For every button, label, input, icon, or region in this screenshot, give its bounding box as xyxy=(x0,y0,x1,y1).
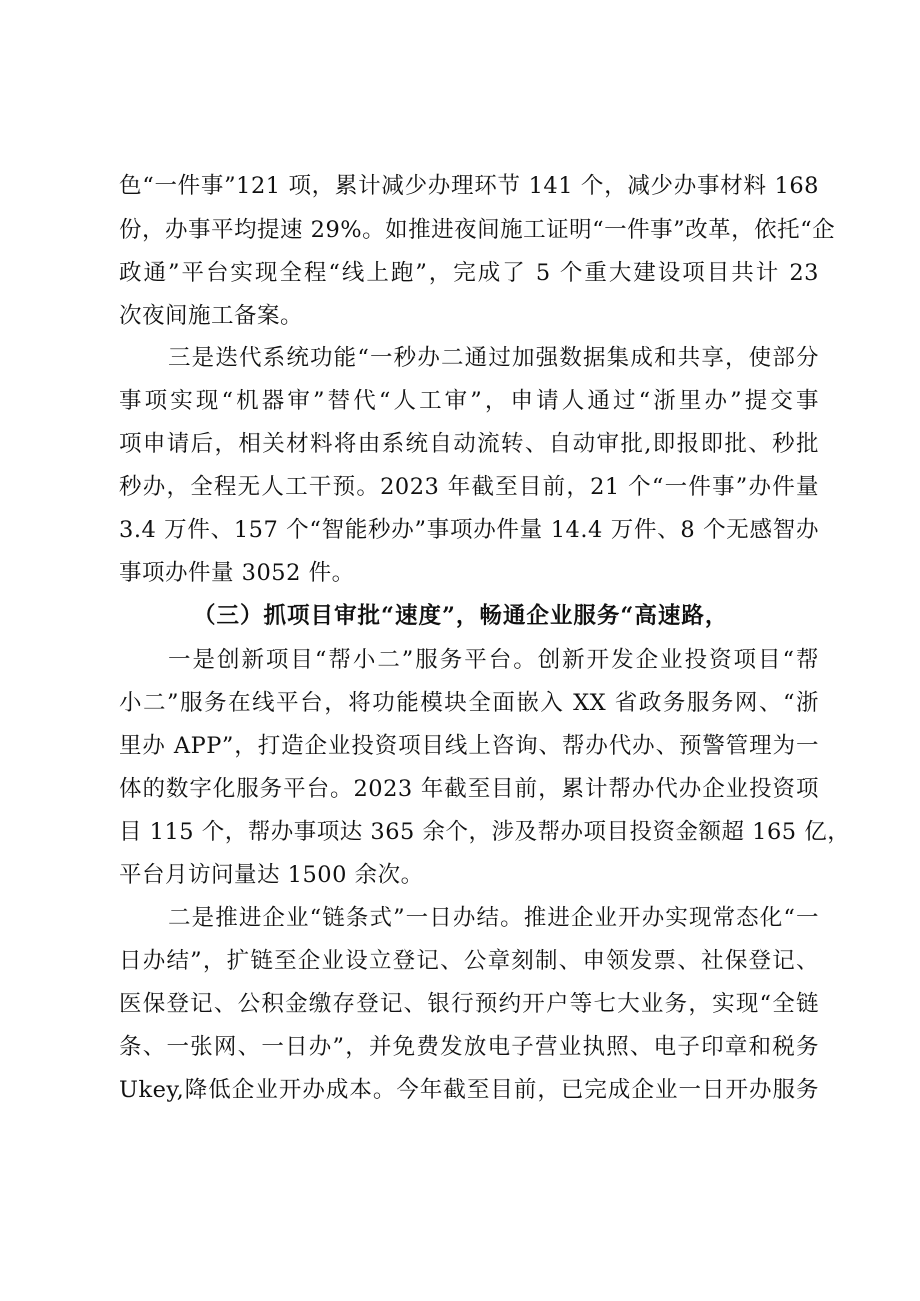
paragraph-2-line-5: 3.4 万件、157 个“智能秒办”事项办件量 14.4 万件、8 个无感智办 xyxy=(119,517,819,543)
paragraph-4-line-3: 医保登记、公积金缴存登记、银行预约开户等七大业务，实现“全链 xyxy=(119,991,819,1017)
paragraph-1-line-4: 次夜间施工备案。 xyxy=(119,303,304,329)
paragraph-4-line-2: 日办结”，扩链至企业设立登记、公章刻制、申领发票、社保登记、 xyxy=(119,948,819,974)
paragraph-2-line-3: 项申请后，相关材料将由系统自动流转、自动审批,即报即批、秒批 xyxy=(119,431,819,457)
paragraph-2-line-6: 事项办件量 3052 件。 xyxy=(119,560,355,586)
paragraph-3-line-2: 小二”服务在线平台，将功能模块全面嵌入 XX 省政务服务网、“浙 xyxy=(119,690,819,716)
paragraph-1-line-1: 色“一件事”121 项，累计减少办理环节 141 个，减少办事材料 168 xyxy=(119,173,819,199)
paragraph-3-line-4: 体的数字化服务平台。2023 年截至目前，累计帮办代办企业投资项 xyxy=(119,776,819,802)
paragraph-3-line-5: 目 115 个，帮办事项达 365 余个，涉及帮办项目投资金额超 165 亿， xyxy=(119,819,851,845)
paragraph-2-line-1: 三是迭代系统功能“一秒办二通过加强数据集成和共享，使部分 xyxy=(168,345,819,371)
paragraph-3-line-1: 一是创新项目“帮小二”服务平台。创新开发企业投资项目“帮 xyxy=(168,647,819,673)
paragraph-4-line-1: 二是推进企业“链条式”一日办结。推进企业开办实现常态化“一 xyxy=(168,905,819,931)
paragraph-3-line-3: 里办 APP”，打造企业投资项目线上咨询、帮办代办、预警管理为一 xyxy=(119,733,819,759)
paragraph-4-line-4: 条、一张网、一日办”，并免费发放电子营业执照、电子印章和税务 xyxy=(119,1034,819,1060)
paragraph-1-line-3: 政通”平台实现全程“线上跑”，完成了 5 个重大建设项目共计 23 xyxy=(119,260,819,286)
paragraph-2-line-2: 事项实现“机器审”替代“人工审”，申请人通过“浙里办”提交事 xyxy=(119,388,819,414)
paragraph-3-line-6: 平台月访问量达 1500 余次。 xyxy=(119,862,424,888)
paragraph-4-line-5: Ukey,降低企业开办成本。今年截至目前，已完成企业一日开办服务 xyxy=(119,1077,819,1103)
section-heading-3: （三）抓项目审批“速度”，畅通企业服务“高速路， xyxy=(193,603,729,629)
paragraph-2-line-4: 秒办，全程无人工干预。2023 年截至目前，21 个“一件事”办件量 xyxy=(119,474,819,500)
paragraph-1-line-2: 份，办事平均提速 29%。如推进夜间施工证明“一件事”改革，依托“企 xyxy=(119,217,836,243)
